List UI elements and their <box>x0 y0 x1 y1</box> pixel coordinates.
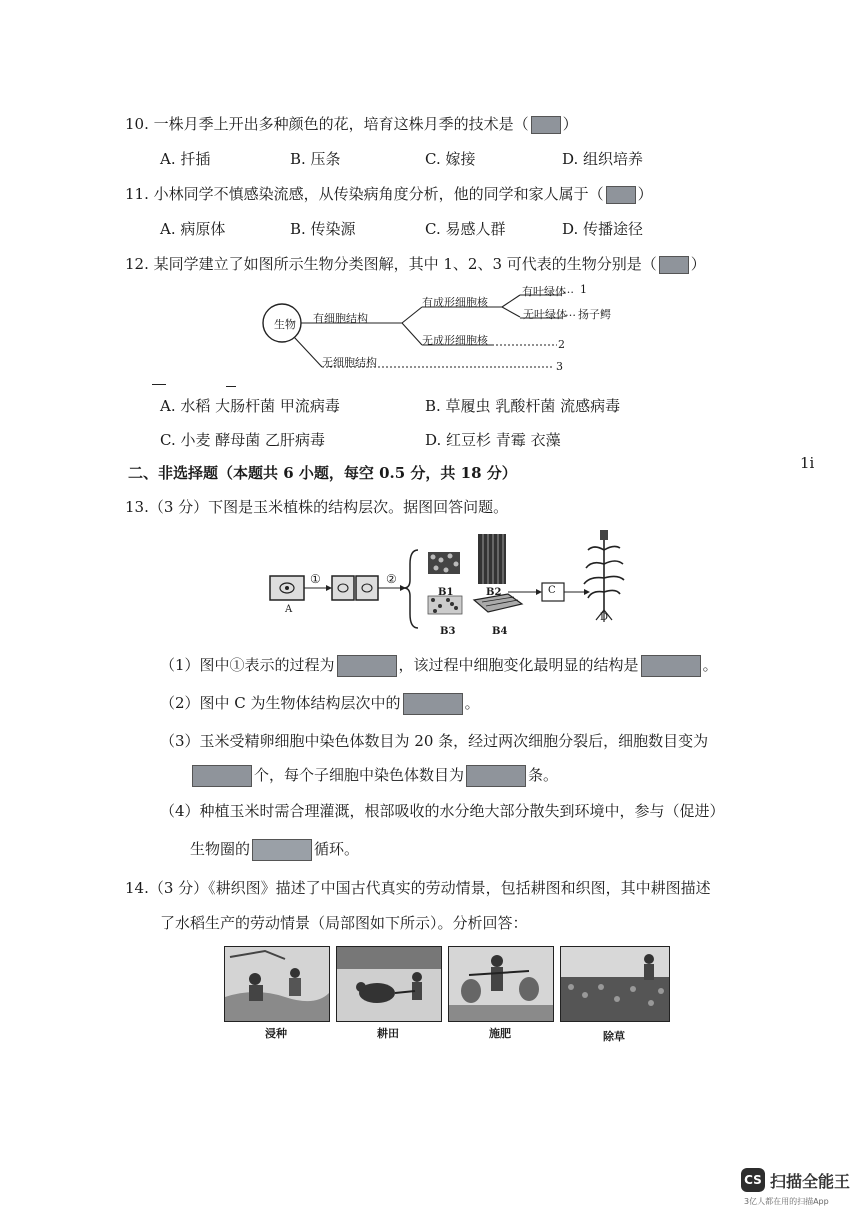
q10-option-a: A. 扦插 <box>160 150 211 168</box>
node-no-nucleus: 无成形细胞核 <box>422 334 488 347</box>
q10-option-c: C. 嫁接 <box>425 150 476 168</box>
node-dots-snail: … <box>565 306 576 319</box>
illustration-plowing <box>336 946 442 1022</box>
node-chloroplast: 有叶绿体 <box>522 285 566 298</box>
caption-plowing: 耕田 <box>377 1027 399 1040</box>
caption-soaking: 浸种 <box>265 1027 287 1040</box>
label-a: A <box>285 604 293 615</box>
label-b4: B4 <box>492 626 508 637</box>
q12-option-a: A. 水稻 大肠杆菌 甲流病毒 <box>160 397 340 415</box>
node-label-1: 1 <box>580 283 587 296</box>
q11-option-d: D. 传播途径 <box>562 220 644 238</box>
label-c: C <box>548 585 556 596</box>
answer-blank[interactable] <box>337 655 397 677</box>
q11-option-a: A. 病原体 <box>160 220 226 238</box>
answer-blank[interactable] <box>641 655 701 677</box>
q13-stem: 13.（3 分）下图是玉米植株的结构层次。据图回答问题。 <box>125 498 509 516</box>
label-b3: B3 <box>440 626 456 637</box>
q13-sub2: （2）图中 C 为生物体结构层次中的 。 <box>160 692 480 715</box>
answer-blank[interactable] <box>192 765 252 787</box>
answer-blank[interactable] <box>403 693 463 715</box>
q12-option-d: D. 红豆杉 青霉 衣藻 <box>425 431 561 449</box>
caption-weeding: 除草 <box>603 1030 625 1043</box>
answer-blank[interactable] <box>466 765 526 787</box>
node-nucleus: 有成形细胞核 <box>422 296 488 309</box>
node-label-2: 2 <box>558 338 565 351</box>
q13-sub4-line1: （4）种植玉米时需合理灌溉，根部吸收的水分绝大部分散失到环境中，参与（促进） <box>160 802 725 820</box>
q10-option-b: B. 压条 <box>290 150 341 168</box>
node-snail: 扬子鳄 <box>578 308 611 321</box>
label-b2: B2 <box>486 587 502 598</box>
mark-dash-b <box>226 386 236 387</box>
section-2-heading: 二、非选择题（本题共 6 小题，每空 0.5 分，共 18 分） <box>128 464 517 482</box>
node-cellular: 有细胞结构 <box>313 312 368 325</box>
q14-stem-line1: 14.（3 分）《耕织图》描述了中国古代真实的劳动情景，包括耕图和织图，其中耕图描述 <box>125 879 711 897</box>
scanner-logo-icon: CS <box>741 1168 765 1192</box>
answer-blank[interactable] <box>659 256 689 274</box>
scanner-tagline: 3亿人都在用的扫描App <box>744 1197 829 1206</box>
label-b1: B1 <box>438 587 454 598</box>
mark-dash-a <box>152 384 166 385</box>
q11-option-b: B. 传染源 <box>290 220 356 238</box>
margin-mark: 1ⅰ <box>800 454 815 472</box>
illustration-soaking <box>224 946 330 1022</box>
node-root: 生物 <box>274 318 296 331</box>
q10-option-d: D. 组织培养 <box>562 150 644 168</box>
answer-blank[interactable] <box>531 116 561 134</box>
q12-stem: 12. 某同学建立了如图所示生物分类图解，其中 1、2、3 可代表的生物分别是（ ） <box>125 255 706 273</box>
label-step-1: ① <box>310 572 321 586</box>
answer-blank[interactable] <box>606 186 636 204</box>
answer-blank[interactable] <box>252 839 312 861</box>
label-d: D <box>600 612 609 623</box>
node-no-chloroplast: 无叶绿体 <box>523 308 567 321</box>
q13-sub1: （1）图中①表示的过程为 ，该过程中细胞变化最明显的结构是 。 <box>160 654 718 677</box>
q11-option-c: C. 易感人群 <box>425 220 506 238</box>
q11-stem: 11. 小林同学不慎感染流感，从传染病角度分析，他的同学和家人属于（ ） <box>125 185 653 203</box>
caption-fertilizing: 施肥 <box>489 1027 511 1040</box>
node-dots-1: … <box>563 283 574 296</box>
node-label-3: 3 <box>556 360 563 373</box>
illustration-weeding <box>560 946 670 1022</box>
q10-stem: 10. 一株月季上开出多种颜色的花，培育这株月季的技术是（ ） <box>125 115 578 133</box>
q14-stem-line2: 了水稻生产的劳动情景（局部图如下所示）。分析回答： <box>160 914 528 932</box>
q12-option-c: C. 小麦 酵母菌 乙肝病毒 <box>160 431 326 449</box>
q13-sub3-line2: 个，每个子细胞中染色体数目为 条。 <box>190 764 558 787</box>
q13-sub4-line2: 生物圈的 循环。 <box>190 838 359 861</box>
q12-option-b: B. 草履虫 乳酸杆菌 流感病毒 <box>425 397 621 415</box>
illustration-fertilizing <box>448 946 554 1022</box>
node-acellular: 无细胞结构 <box>322 356 377 369</box>
scanner-app-name: 扫描全能王 <box>770 1172 851 1191</box>
q13-sub3-line1: （3）玉米受精卵细胞中染色体数目为 20 条，经过两次细胞分裂后，细胞数目变为 <box>160 732 709 750</box>
label-step-2: ② <box>386 572 397 586</box>
